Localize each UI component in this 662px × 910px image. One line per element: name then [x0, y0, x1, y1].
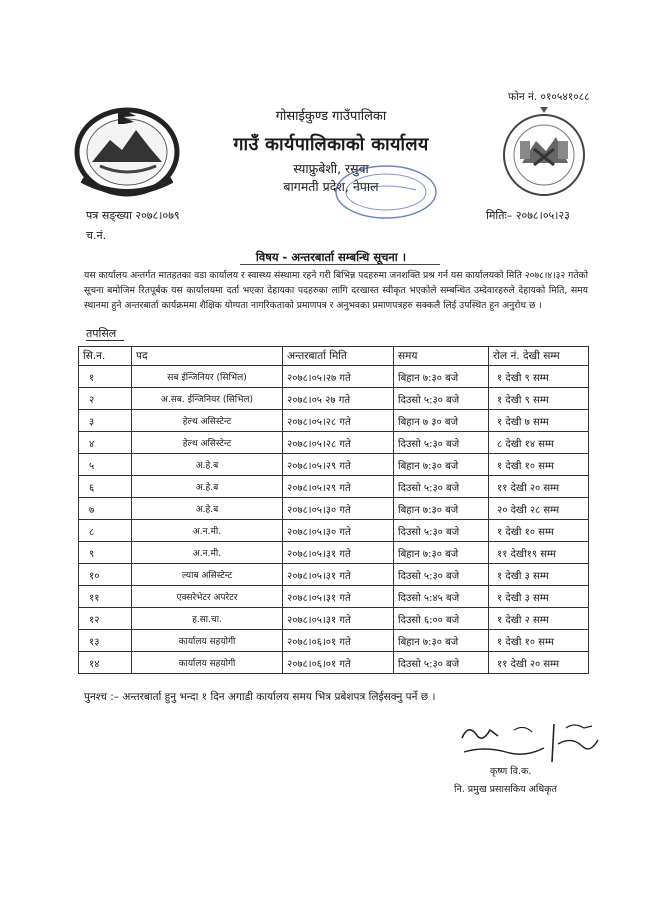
table-row: [79, 520, 589, 542]
table-row: [79, 652, 589, 674]
office-location: स्याफ्रुबेशी, रसुवा: [293, 161, 369, 176]
cell-sn: ५: [79, 454, 132, 476]
cell-post: अ.न.मी.: [132, 542, 283, 564]
cell-roll: १ देखी २ सम्म: [489, 608, 589, 630]
office-stamp-icon: [326, 160, 446, 220]
cell-post: ह.सा.चा.: [132, 608, 283, 630]
cell-time: बिहान ७:३० बजे: [394, 630, 489, 652]
cell-date: २०७८।०५।३१ गते: [283, 564, 394, 586]
signature-icon: [454, 718, 604, 768]
cell-date: २०७८।०६।०१ गते: [283, 630, 394, 652]
cell-time: दिउसो ६:०० बजे: [394, 608, 489, 630]
signatory-title: नि. प्रमुख प्रसासकिय अधिकृत: [454, 784, 557, 795]
col-header-sn: सि.न.: [79, 347, 132, 366]
cell-date: २०७८।०५।२७ गते: [283, 366, 394, 388]
cell-sn: ९: [79, 542, 132, 564]
cell-post: अ.न.मी.: [132, 520, 283, 542]
table-row: [79, 432, 589, 454]
interview-schedule-table: [78, 346, 589, 674]
cell-time: बिहान ७:३० बजे: [394, 454, 489, 476]
cell-post: ल्याब असिस्टेन्ट: [132, 564, 283, 586]
table-row: [79, 366, 589, 388]
cell-sn: ११: [79, 586, 132, 608]
details-heading: तपसिल: [86, 327, 117, 340]
cell-time: दिउसो ५:३० बजे: [394, 476, 489, 498]
table-row: [79, 630, 589, 652]
cell-sn: ४: [79, 432, 132, 454]
table-row: [79, 454, 589, 476]
cell-roll: ११ देखी१९ सम्म: [489, 542, 589, 564]
cell-time: दिउसो ५:३० बजे: [394, 432, 489, 454]
cell-time: बिहान ७:३० बजे: [394, 498, 489, 520]
table-row: [79, 564, 589, 586]
cell-date: २०७८।०५।२८ गते: [283, 410, 394, 432]
signatory-name: कृष्ण वि.क.: [490, 766, 532, 777]
cell-post: अ.हे.ब: [132, 476, 283, 498]
cell-post: कार्यालय सहयोगी: [132, 652, 283, 674]
cell-sn: २: [79, 388, 132, 410]
table-row: [79, 388, 589, 410]
cell-roll: १ देखी ३ सम्म: [489, 564, 589, 586]
cell-roll: ११ देखी २० सम्म: [489, 476, 589, 498]
province: बागमती प्रदेश, नेपाल: [283, 179, 379, 194]
cell-roll: १ देखी १० सम्म: [489, 630, 589, 652]
cell-sn: १४: [79, 652, 132, 674]
cell-post: सब ईन्जिनियर (सिभिल): [132, 366, 283, 388]
office-name: गाउँ कार्यपालिकाको कार्यालय: [233, 134, 429, 155]
cell-sn: १: [79, 366, 132, 388]
cell-post: एक्सरेभेटर अपरेटर: [132, 586, 283, 608]
cell-time: दिउसो ५:३० बजे: [394, 388, 489, 410]
cell-post: हेल्थ असिस्टेन्ट: [132, 410, 283, 432]
table-row: [79, 586, 589, 608]
cell-roll: ८ देखी १४ सम्म: [489, 432, 589, 454]
cell-date: २०७८।०५।२९ गते: [283, 476, 394, 498]
cell-sn: ६: [79, 476, 132, 498]
notice-body: यस कार्यालय अन्तर्गत मातहतका वडा कार्यालय र स्वास्थ्य संस्थामा रहने गरी बिभिन्न पदहरुमा जनशक्ति प्रश्र गर्न यस कार्यालयको मिति २०७८।४।३२ गतेको सूचना बमोजिम रितपूर्बक यस कार्यालयमा दर्ता भएका देहायका पदहरुका लागि दरखास्त स्वीकृत भएकोले सम्बन्धित उम्देवारहरुले देहायको मिति, समय स्थानमा हुने अन्तरबार्ता कार्यक्रममा शैक्षिक योग्यता नागरिकताको प्रमाणपत्र र अनुभवका प्रमाणपत्रहरु सक्कलै लिई उपस्थित हुन अनुरोध छ ।: [84, 270, 588, 311]
subject-underline: [240, 264, 440, 265]
cell-time: बिहान ७:३० बजे: [394, 542, 489, 564]
cell-date: २०७८।०५।२८ गते: [283, 432, 394, 454]
cell-date: २०७८।०५।३० गते: [283, 520, 394, 542]
cell-time: बिहान ७:३० बजे: [394, 366, 489, 388]
phone-number: फोन नं. ०१०५४१०८८: [508, 91, 590, 103]
cell-sn: १३: [79, 630, 132, 652]
cell-date: २०७८।०५।३० गते: [283, 498, 394, 520]
table-row: [79, 410, 589, 432]
cell-post: हेल्थ असिस्टेन्ट: [132, 432, 283, 454]
municipality-name: गोसाईकुण्ड गाउँपालिका: [275, 109, 387, 124]
col-header-date: अन्तरबार्ता मिति: [283, 347, 394, 366]
cell-sn: १२: [79, 608, 132, 630]
table-row: [79, 608, 589, 630]
cell-post: कार्यालय सहयोगी: [132, 630, 283, 652]
cell-date: २०७८।०५ २७ गते: [283, 388, 394, 410]
cell-post: अ.हे.ब: [132, 454, 283, 476]
letter-date: मितिः– २०७८।०५।२३: [486, 209, 570, 222]
dispatch-number: च.नं.: [86, 229, 107, 242]
cell-time: बिहान ७ ३० बजे: [394, 410, 489, 432]
cell-post: अ.सब. ईन्जिनियर (सिभिल): [132, 388, 283, 410]
cell-date: २०७८।०५।२९ गते: [283, 454, 394, 476]
cell-roll: १ देखी १० सम्म: [489, 454, 589, 476]
cell-roll: १ देखी ३ सम्म: [489, 586, 589, 608]
cell-time: दिउसो ५:३० बजे: [394, 652, 489, 674]
cell-time: दिउसो ५:३० बजे: [394, 520, 489, 542]
cell-roll: १ देखी ९ सम्म: [489, 366, 589, 388]
cell-roll: ११ देखी २० सम्म: [489, 652, 589, 674]
col-header-roll: रोल नं. देखी सम्म: [489, 347, 589, 366]
cell-date: २०७८।०५।३१ गते: [283, 586, 394, 608]
cell-time: दिउसो ५:३० बजे: [394, 564, 489, 586]
cell-roll: २० देखी २८ सम्म: [489, 498, 589, 520]
subject-line: विषय - अन्तरबार्ता सम्बन्धि सूचना ।: [255, 250, 407, 264]
cell-time: दिउसो ५:४५ बजे: [394, 586, 489, 608]
col-header-post: पद: [132, 347, 283, 366]
cell-date: २०७८।०६।०१ गते: [283, 652, 394, 674]
col-header-time: समय: [394, 347, 489, 366]
details-underline: [86, 340, 124, 341]
cell-sn: १०: [79, 564, 132, 586]
cell-sn: ७: [79, 498, 132, 520]
table-row: [79, 542, 589, 564]
cell-roll: १ देखी १० सम्म: [489, 520, 589, 542]
cell-sn: ८: [79, 520, 132, 542]
cell-roll: १ देखी ७ सम्म: [489, 410, 589, 432]
table-row: [79, 498, 589, 520]
reference-number: पत्र सङ्ख्या २०७८।०७९: [86, 209, 180, 222]
cell-date: २०७८।०५।३१ गते: [283, 542, 394, 564]
cell-post: अ.हे.ब: [132, 498, 283, 520]
table-header-row: [79, 347, 589, 366]
cell-date: २०७८।०५।३१ गते: [283, 608, 394, 630]
postscript-note: पुनश्च :– अन्तरबार्ता हुनु भन्दा १ दिन अगाडी कार्यालय समय भित्र प्रबेशपत्र लिईसक्नु पर्ने छ ।: [84, 691, 436, 703]
cell-roll: १ देखी ९ सम्म: [489, 388, 589, 410]
table-row: [79, 476, 589, 498]
cell-sn: ३: [79, 410, 132, 432]
